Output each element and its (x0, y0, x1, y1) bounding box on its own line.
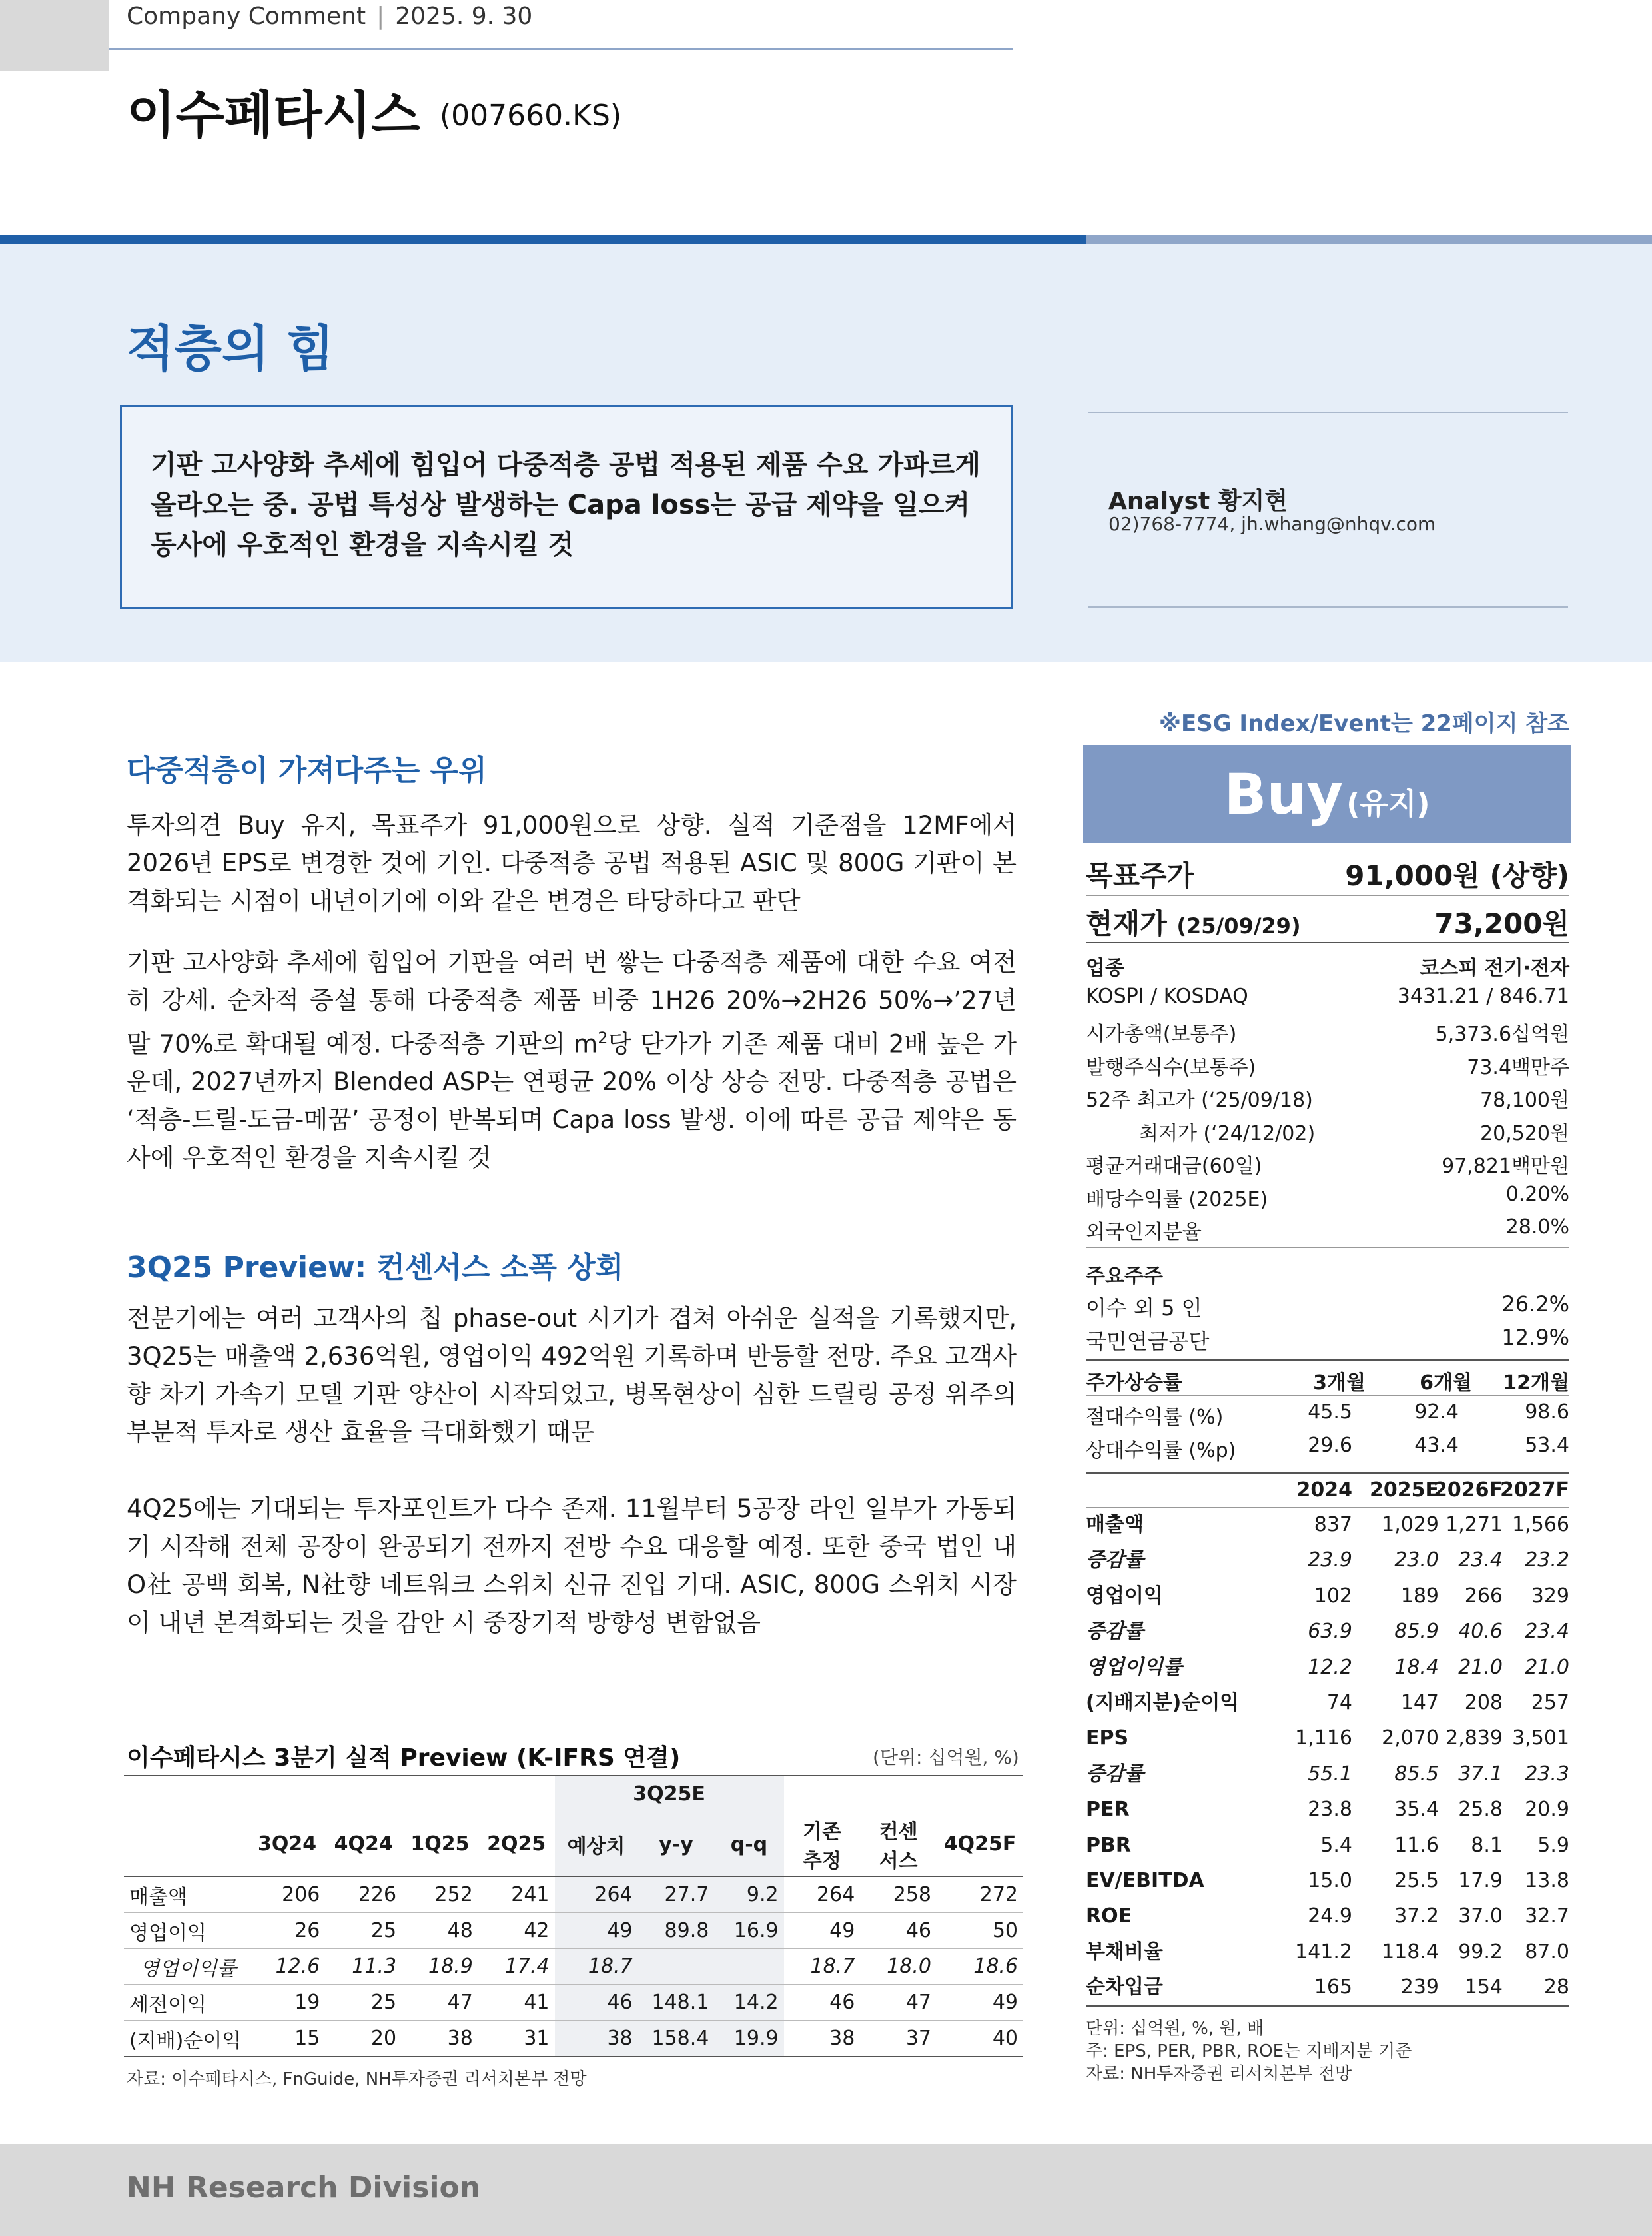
financials-value: 37.1 (1458, 1762, 1503, 1786)
preview-cell: 148.1 (638, 1985, 715, 2021)
financials-value: 25.8 (1458, 1798, 1503, 1822)
preview-cell: 264 (555, 1877, 638, 1913)
preview-cell: 49 (784, 1913, 861, 1949)
preview-cell: 14.2 (714, 1985, 783, 2021)
preview-table-title: 이수페타시스 3분기 실적 Preview (K-IFRS 연결) (127, 1744, 681, 1772)
preview-table (124, 1775, 1023, 2057)
financials-label: 부채비율 (1086, 1940, 1163, 1963)
financials-year: 2024 (1296, 1478, 1352, 1502)
preview-cell: 47 (860, 1985, 937, 2021)
performance-value: 45.5 (1308, 1400, 1352, 1424)
preview-cell: 38 (784, 2021, 861, 2057)
financials-label: 순차입금 (1086, 1975, 1163, 1999)
financials-row (1086, 1756, 1569, 1792)
financials-year: 2025E (1370, 1478, 1439, 1502)
financials-value: 329 (1531, 1584, 1569, 1608)
financials-value: 208 (1464, 1691, 1503, 1714)
preview-cell: 18.6 (937, 1949, 1023, 1985)
stock-info-value: 0.20% (1505, 1182, 1569, 1206)
preview-cell (714, 1949, 783, 1985)
preview-group-header: 3Q25E (555, 1776, 784, 1812)
stock-info-value: 78,100원 (1480, 1089, 1569, 1112)
stock-info-label: 업종 (1086, 957, 1124, 980)
analyst-contact: 02)768-7774, jh.whang@nhqv.com (1108, 513, 1436, 535)
financials-value: 35.4 (1394, 1798, 1439, 1822)
preview-cell: 20 (325, 2021, 402, 2057)
stock-info-label: 외국인지분율 (1086, 1221, 1202, 1244)
shareholders-title: 주요주주 (1086, 1265, 1163, 1288)
financials-value: 239 (1400, 1975, 1439, 1999)
preview-cell: 272 (937, 1877, 1023, 1913)
financials-value: 23.4 (1525, 1620, 1569, 1644)
preview-cell: 18.9 (402, 1949, 478, 1985)
headline: 적층의 힘 (127, 320, 334, 378)
financials-value: 55.1 (1308, 1762, 1352, 1786)
financials-label: 영업이익 (1086, 1584, 1163, 1608)
performance-value: 98.6 (1525, 1400, 1569, 1424)
financials-value: 85.9 (1394, 1620, 1439, 1644)
target-price-value: 91,000원 (상향) (1345, 859, 1569, 892)
financials-value: 1,029 (1382, 1513, 1439, 1536)
financials-year: 2026F (1434, 1478, 1503, 1502)
performance-value: 29.6 (1308, 1434, 1352, 1457)
financials-note: 주: EPS, PER, PBR, ROE는 지배지분 기준 (1086, 2041, 1412, 2061)
preview-cell: 46 (555, 1985, 638, 2021)
paragraph-4: 4Q25에는 기대되는 투자포인트가 다수 존재. 11월부터 5공장 라인 일부가 가동되기 시작해 전체 공장이 완공되기 전까지 전방 수요 대응할 예정. 또한 중국 법인 내 O社 공백 회복, N社향 네트워크 스위치 신규 진입 기대. ASIC, 800G 스위치 시장이 내년 본격화되는 것을 감안 시 중장기적 방향성 변함없음 (127, 1494, 1017, 1637)
section-title-1: 다중적층이 가져다주는 우위 (127, 754, 487, 788)
preview-table-unit: (단위: 십억원, %) (873, 1746, 1019, 1768)
financials-value: 24.9 (1308, 1904, 1352, 1928)
financials-row (1086, 1507, 1569, 1542)
financials-value: 141.2 (1295, 1940, 1352, 1963)
preview-cell: 50 (937, 1913, 1023, 1949)
financials-value: 102 (1314, 1584, 1352, 1608)
financials-value: 189 (1400, 1584, 1439, 1608)
stock-info-label: 발행주식수(보통주) (1086, 1055, 1256, 1079)
preview-row-label: 매출액 (124, 1877, 249, 1913)
preview-cell: 48 (402, 1913, 478, 1949)
financials-value: 21.0 (1458, 1655, 1503, 1679)
financials-label: PBR (1086, 1833, 1131, 1857)
financials-value: 85.5 (1394, 1762, 1439, 1786)
preview-cell: 89.8 (638, 1913, 715, 1949)
financials-value: 13.8 (1525, 1869, 1569, 1892)
stock-info-value: 97,821백만원 (1442, 1155, 1569, 1178)
financials-row (1086, 1898, 1569, 1934)
section-title-2: 3Q25 Preview: 컨센서스 소폭 상회 (127, 1251, 624, 1285)
financials-row (1086, 1969, 1569, 2005)
preview-cell: 12.6 (249, 1949, 326, 1985)
summary-text: 기판 고사양화 추세에 힘입어 다중적층 공법 적용된 제품 수요 가파르게 올라오는 중. 공법 특성상 발생하는 Capa loss는 공급 제약을 일으켜 동사에 우호적인 환경을 지속시킬 것 (151, 450, 981, 560)
preview-table-row (124, 1877, 1023, 1913)
financials-value: 23.2 (1525, 1548, 1569, 1572)
preview-cell: 38 (555, 2021, 638, 2057)
preview-column-header: 예상치 (555, 1812, 638, 1877)
doc-date: 2025. 9. 30 (395, 3, 533, 30)
performance-value: 43.4 (1414, 1434, 1459, 1457)
preview-row-label: 세전이익 (124, 1985, 249, 2021)
preview-cell: 27.7 (638, 1877, 715, 1913)
preview-column-header: 4Q25F (943, 1832, 1017, 1856)
shareholder-row (1086, 1291, 1569, 1322)
financials-value: 2,839 (1446, 1726, 1503, 1750)
performance-label: 절대수익률 (%) (1086, 1406, 1224, 1429)
stock-info-value: 28.0% (1505, 1215, 1569, 1239)
preview-row-label: 영업이익률 (124, 1949, 249, 1985)
target-price-row (1086, 854, 1569, 894)
financials-label: 매출액 (1086, 1513, 1144, 1536)
financials-row (1086, 1542, 1569, 1578)
financials-label: 증감률 (1086, 1762, 1144, 1786)
preview-table-row (124, 1949, 1023, 1985)
preview-cell: 37 (860, 2021, 937, 2057)
performance-label: 상대수익률 (%p) (1086, 1439, 1236, 1462)
current-price-label: 현재가 (1086, 907, 1167, 940)
rating-opinion: Buy (1224, 762, 1344, 827)
preview-table-row (124, 2021, 1023, 2057)
stock-info-row (1086, 1083, 1569, 1113)
preview-cell: 206 (249, 1877, 326, 1913)
financials-value: 32.7 (1525, 1904, 1569, 1928)
financials-value: 40.6 (1458, 1620, 1503, 1644)
financials-label: (지배지분)순이익 (1086, 1691, 1240, 1714)
preview-row-label: 영업이익 (124, 1913, 249, 1949)
financials-value: 1,116 (1295, 1726, 1352, 1750)
financials-value: 12.2 (1308, 1655, 1352, 1679)
financials-value: 23.9 (1308, 1548, 1352, 1572)
rating-status: (유지) (1346, 787, 1430, 821)
financials-label: EV/EBITDA (1086, 1869, 1204, 1892)
financials-value: 23.8 (1308, 1798, 1352, 1822)
stock-info-row (1086, 985, 1569, 1008)
preview-cell: 49 (555, 1913, 638, 1949)
preview-header-blank (124, 1812, 249, 1877)
preview-cell: 9.2 (714, 1877, 783, 1913)
preview-cell: 41 (478, 1985, 555, 2021)
preview-cell: 26 (249, 1913, 326, 1949)
preview-cell: 18.7 (555, 1949, 638, 1985)
preview-cell: 16.9 (714, 1913, 783, 1949)
financials-value: 23.3 (1525, 1762, 1569, 1786)
financials-row (1086, 1828, 1569, 1863)
financials-row (1086, 1792, 1569, 1827)
preview-cell (638, 1949, 715, 1985)
financials-note: 단위: 십억원, %, 원, 배 (1086, 2019, 1264, 2039)
preview-cell: 25 (325, 1913, 402, 1949)
financials-value: 37.2 (1394, 1904, 1439, 1928)
financials-value: 5.9 (1537, 1833, 1569, 1857)
preview-column-header: 기존 추정 (802, 1820, 841, 1873)
preview-cell: 18.7 (784, 1949, 861, 1985)
stock-info-label: 시가총액(보통주) (1086, 1023, 1237, 1046)
ticker: (007660.KS) (440, 99, 622, 133)
shareholder-name: 이수 외 5 인 (1086, 1295, 1202, 1321)
shareholder-name: 국민연금공단 (1086, 1329, 1210, 1354)
preview-cell: 17.4 (478, 1949, 555, 1985)
current-price-row (1086, 902, 1569, 942)
preview-cell: 40 (937, 2021, 1023, 2057)
preview-table-source: 자료: 이수페타시스, FnGuide, NH투자증권 리서치본부 전망 (127, 2069, 587, 2089)
preview-table-row (124, 1913, 1023, 1949)
header-rule (109, 48, 1013, 50)
preview-cell: 11.3 (325, 1949, 402, 1985)
financials-value: 266 (1464, 1584, 1503, 1608)
preview-column-header: 2Q25 (487, 1832, 546, 1856)
preview-cell: 258 (860, 1877, 937, 1913)
stock-info-row (1086, 951, 1569, 981)
financials-value: 28 (1543, 1975, 1569, 1999)
preview-cell: 241 (478, 1877, 555, 1913)
preview-column-header: 3Q24 (257, 1832, 317, 1856)
preview-cell: 47 (402, 1985, 478, 2021)
financials-value: 5.4 (1320, 1833, 1352, 1857)
stock-info-label: 배당수익률 (2025E) (1086, 1187, 1268, 1211)
preview-cell: 49 (937, 1985, 1023, 2021)
financials-value: 837 (1314, 1513, 1352, 1536)
financials-row (1086, 1650, 1569, 1685)
doc-type: Company Comment (127, 3, 366, 30)
preview-column-header: y-y (638, 1812, 715, 1877)
financials-value: 37.0 (1458, 1904, 1503, 1928)
preview-column-header: q-q (714, 1812, 783, 1877)
header-meta: Company Comment | 2025. 9. 30 (127, 3, 533, 30)
shareholder-row (1086, 1325, 1569, 1355)
stock-info-row (1086, 1183, 1569, 1212)
preview-column-header: 4Q24 (334, 1832, 393, 1856)
preview-column-header: 1Q25 (410, 1832, 470, 1856)
financials-row (1086, 1934, 1569, 1969)
stock-info-value: 20,520원 (1480, 1121, 1569, 1145)
preview-cell: 46 (784, 1985, 861, 2021)
performance-title: 주가상승률 (1086, 1371, 1182, 1395)
financials-row (1086, 1685, 1569, 1720)
financials-label: 영업이익률 (1086, 1655, 1182, 1679)
preview-row-label: (지배)순이익 (124, 2021, 249, 2057)
paragraph-3: 전분기에는 여러 고객사의 칩 phase-out 시기가 겹쳐 아쉬운 실적을 기록했지만, 3Q25는 매출액 2,636억원, 영업이익 492억원 기록하며 반등할 전망. 주요 고객사향 차기 가속기 모델 기판 양산이 시작되었고, 병목현상이 심한 드릴링 공정 위주의 부분적 투자로 생산 효율을 극대화했기 때문 (127, 1304, 1017, 1446)
stock-info-label: KOSPI / KOSDAQ (1086, 984, 1248, 1008)
analyst-name: Analyst 황지현 (1108, 488, 1288, 515)
financials-note: 자료: NH투자증권 리서치본부 전망 (1086, 2064, 1352, 2084)
financials-value: 63.9 (1308, 1620, 1352, 1644)
financials-header (1086, 1472, 1569, 1508)
financials-value: 165 (1314, 1975, 1352, 1999)
performance-value: 53.4 (1525, 1434, 1569, 1457)
stock-info-label: 최저가 (‘24/12/02) (1139, 1121, 1316, 1145)
performance-period: 3개월 (1313, 1371, 1366, 1395)
financials-value: 118.4 (1382, 1940, 1439, 1963)
paragraph-2: 기판 고사양화 추세에 힘입어 기판을 여러 번 쌓는 다중적층 제품에 대한 수요 여전히 강세. 순차적 증설 통해 다중적층 제품 비중 1H26 20%→2H26 50%→’27년 말 70%로 확대될 예정. 다중적층 기판의 $m^2$당 단가가 기존 제품 대비 2배 높은 가운데, 2027년까지 Blended ASP는 연평균 20% 이상 상승 전망. 다중적층 공법은 ‘적층-드릴-도금-메꿈’ 공정이 반복되며 Capa loss 발생. 이에 따른 공급 제약은 동사에 우호적인 환경을 지속시킬 것 (127, 948, 1017, 1173)
stock-info-row (1086, 1017, 1569, 1047)
preview-cell: 226 (325, 1877, 402, 1913)
financials-value: 20.9 (1525, 1798, 1569, 1822)
financials-value: 147 (1400, 1691, 1439, 1714)
financials-label: ROE (1086, 1904, 1132, 1928)
preview-cell: 158.4 (638, 2021, 715, 2057)
preview-cell: 18.0 (860, 1949, 937, 1985)
preview-cell: 15 (249, 2021, 326, 2057)
analyst-divider-bottom (1088, 606, 1568, 608)
financials-label: 증감률 (1086, 1548, 1144, 1572)
paragraph-1: 투자의견 Buy 유지, 목표주가 91,000원으로 상향. 실적 기준점을 12MF에서 2026년 EPS로 변경한 것에 기인. 다중적층 공법 적용된 ASIC 및 800G 기판이 본격화되는 시점이 내년이기에 이와 같은 변경은 타당하다고 판단 (127, 811, 1017, 915)
stock-info-row (1086, 1149, 1569, 1179)
stock-info-value: 3431.21 / 846.71 (1397, 984, 1569, 1008)
header-bar (0, 235, 1086, 244)
financials-value: 3,501 (1512, 1726, 1569, 1750)
preview-cell: 19.9 (714, 2021, 783, 2057)
financials-value: 23.0 (1394, 1548, 1439, 1572)
financials-value: 25.5 (1394, 1869, 1439, 1892)
rating-box (1083, 745, 1571, 843)
current-price-date: (25/09/29) (1176, 913, 1301, 939)
preview-cell: 264 (784, 1877, 861, 1913)
analyst-divider-top (1088, 412, 1568, 413)
footer-text: NH Research Division (127, 2171, 481, 2205)
financials-value: 99.2 (1458, 1940, 1503, 1963)
current-price-value: 73,200원 (1434, 907, 1569, 940)
stock-info-row (1086, 1051, 1569, 1080)
financials-value: 154 (1464, 1975, 1503, 1999)
stock-info-row (1086, 1117, 1569, 1146)
preview-table-row (124, 1985, 1023, 2021)
stock-info-value: 73.4백만주 (1467, 1055, 1569, 1079)
financials-label: PER (1086, 1798, 1130, 1822)
financials-row (1086, 1720, 1569, 1756)
preview-cell: 42 (478, 1913, 555, 1949)
shareholder-value: 12.9% (1501, 1325, 1569, 1350)
financials-year: 2027F (1500, 1478, 1569, 1502)
financials-row (1086, 1614, 1569, 1649)
company-name: 이수페타시스 (127, 85, 420, 145)
financials-value: 21.0 (1525, 1655, 1569, 1679)
performance-value: 92.4 (1414, 1400, 1459, 1424)
stock-info-row (1086, 1215, 1569, 1245)
preview-cell: 25 (325, 1985, 402, 2021)
financials-value: 257 (1531, 1691, 1569, 1714)
preview-cell: 252 (402, 1877, 478, 1913)
financials-value: 23.4 (1458, 1548, 1503, 1572)
corner-block (0, 0, 109, 71)
performance-period: 6개월 (1420, 1371, 1472, 1395)
financials-value: 87.0 (1525, 1940, 1569, 1963)
preview-cell: 46 (860, 1913, 937, 1949)
performance-period: 12개월 (1503, 1371, 1569, 1395)
financials-value: 17.9 (1458, 1869, 1503, 1892)
financials-value: 2,070 (1382, 1726, 1439, 1750)
target-price-label: 목표주가 (1086, 859, 1194, 892)
header-bar-light (1086, 235, 1652, 244)
financials-value: 74 (1326, 1691, 1352, 1714)
financials-value: 1,271 (1446, 1513, 1503, 1536)
preview-cell: 38 (402, 2021, 478, 2057)
financials-row (1086, 1863, 1569, 1898)
preview-cell: 19 (249, 1985, 326, 2021)
stock-info-value: 5,373.6십억원 (1435, 1023, 1569, 1046)
financials-label: EPS (1086, 1726, 1129, 1750)
stock-info-value: 코스피 전기·전자 (1420, 957, 1569, 980)
financials-value: 18.4 (1394, 1655, 1439, 1679)
financials-value: 8.1 (1471, 1833, 1503, 1857)
shareholder-value: 26.2% (1501, 1291, 1569, 1317)
financials-value: 11.6 (1394, 1833, 1439, 1857)
preview-cell: 31 (478, 2021, 555, 2057)
financials-row (1086, 1578, 1569, 1614)
preview-column-header: 컨센 서스 (879, 1820, 918, 1873)
financials-label: 증감률 (1086, 1620, 1144, 1644)
financials-value: 15.0 (1308, 1869, 1352, 1892)
esg-note: ※ESG Index/Event는 22페이지 참조 (1158, 710, 1569, 737)
financials-value: 1,566 (1512, 1513, 1569, 1536)
stock-info-label: 평균거래대금(60일) (1086, 1155, 1262, 1178)
stock-info-label: 52주 최고가 (‘25/09/18) (1086, 1089, 1313, 1112)
